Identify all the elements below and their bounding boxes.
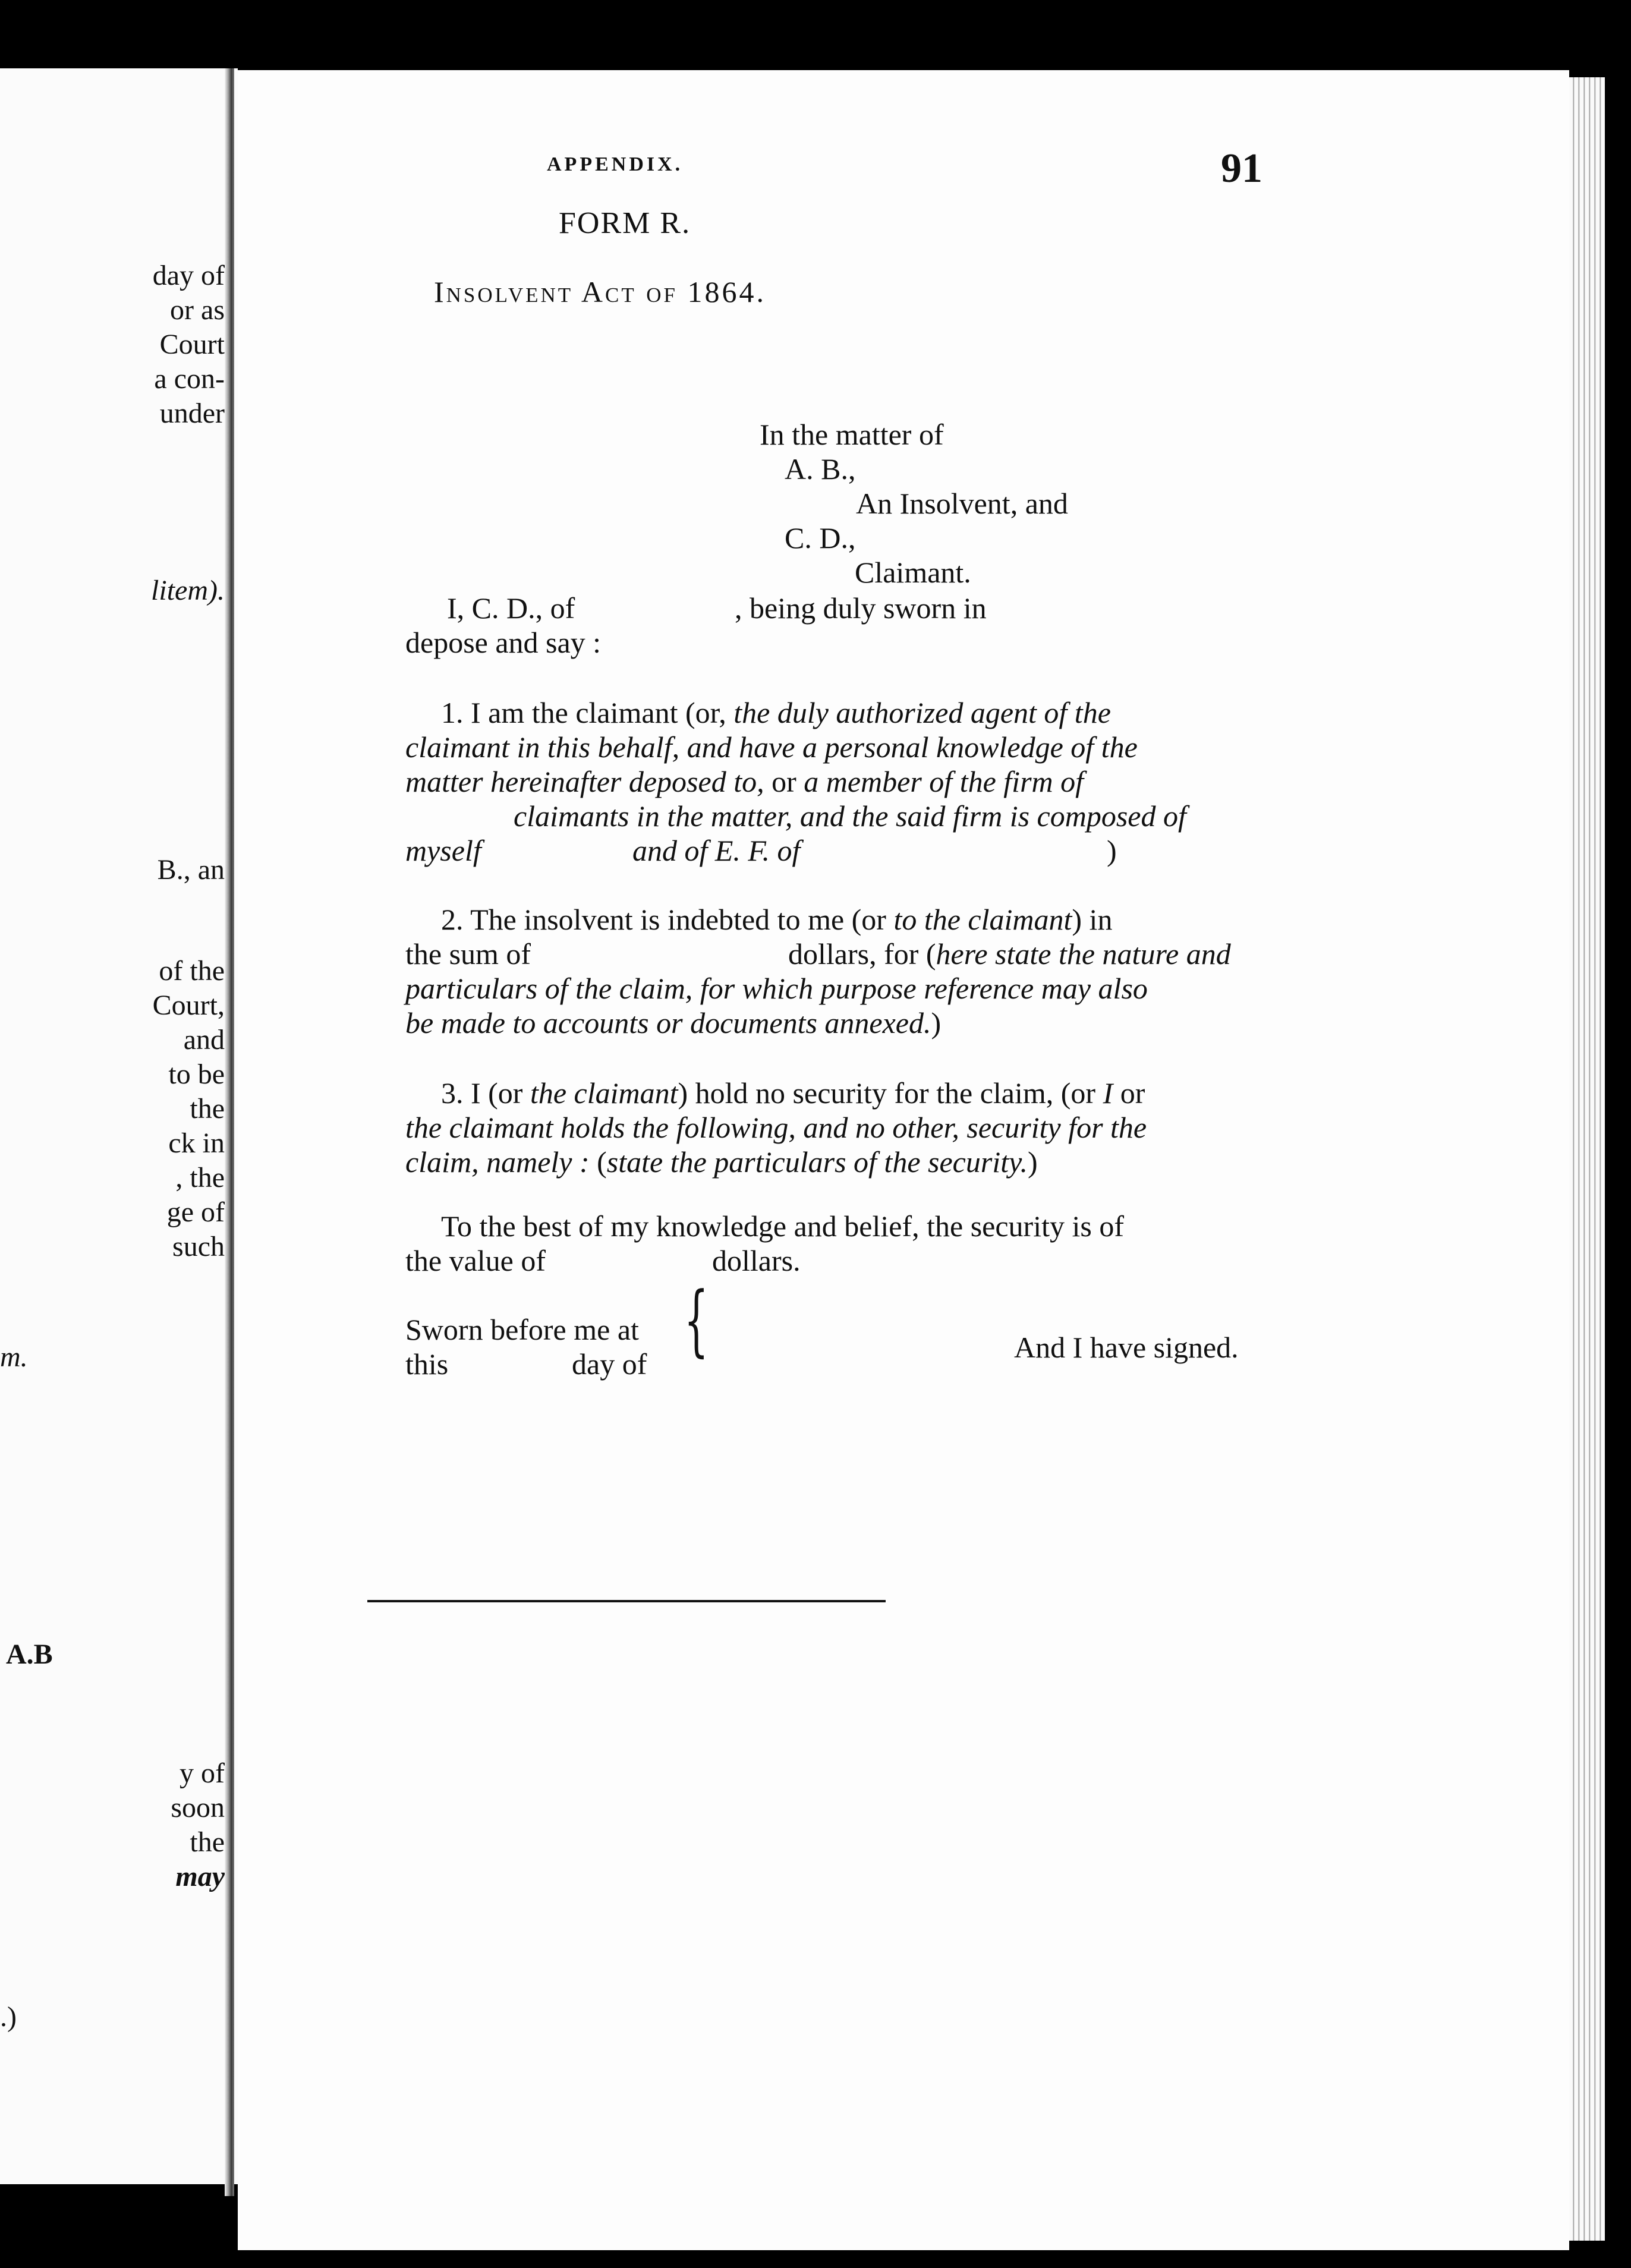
book-gutter: [225, 68, 234, 2196]
para4-line: dollars.: [712, 1244, 801, 1277]
left-page-line: m.: [0, 1341, 28, 1373]
matter-line: A. B.,: [785, 452, 856, 486]
left-page-line: such: [172, 1231, 225, 1262]
left-page-line: or as: [170, 294, 225, 326]
jurat-line: Sworn before me at: [405, 1313, 639, 1346]
jurat-line: this: [405, 1347, 449, 1381]
page-number: 91: [1221, 146, 1262, 191]
left-page-line: under: [159, 398, 225, 429]
left-page-line: may: [175, 1861, 225, 1892]
para1-line: myself: [405, 834, 481, 867]
left-page-line: day of: [152, 260, 225, 291]
left-page-line: the: [190, 1826, 225, 1858]
form-title: FORM R.: [559, 206, 691, 240]
left-page-line: ge of: [166, 1196, 225, 1228]
left-page-line: ck in: [168, 1127, 225, 1159]
para1-line: and of E. F. of: [632, 834, 801, 867]
matter-line: In the matter of: [760, 418, 944, 451]
left-page-line: of the: [159, 955, 225, 987]
para2-line: be made to accounts or documents annexed.): [405, 1006, 942, 1040]
running-head: APPENDIX.: [547, 153, 684, 175]
left-page-line: the: [190, 1093, 225, 1124]
oath-line: I, C. D., of: [447, 591, 575, 625]
para3-line: claim, namely : (state the particulars of the security.): [405, 1145, 1038, 1179]
para3-line: 3. I (or the claimant) hold no security for the claim, (or I or: [441, 1076, 1145, 1110]
closing-rule: [367, 1600, 886, 1602]
matter-line: An Insolvent, and: [856, 487, 1068, 520]
para2-line: 2. The insolvent is indebted to me (or to the claimant) in: [441, 903, 1113, 936]
oath-line: depose and say :: [405, 626, 602, 659]
left-page-line: .): [0, 2001, 17, 2033]
left-page-line: litem).: [151, 575, 225, 606]
para2-line: the sum of: [405, 937, 531, 971]
left-page-line: , the: [175, 1162, 225, 1193]
para1-line: ): [1107, 834, 1117, 867]
page-edges: [1569, 77, 1605, 2241]
para3-line: the claimant holds the following, and no other, security for the: [405, 1111, 1147, 1144]
left-page-line: to be: [168, 1059, 225, 1090]
jurat-line: day of: [572, 1347, 647, 1381]
act-title: Insolvent Act of 1864.: [434, 275, 766, 308]
left-page-line: Court,: [152, 990, 225, 1021]
para1-line: claimant in this behalf, and have a personal knowledge of the: [405, 730, 1138, 764]
para1-line: claimants in the matter, and the said firm is composed of: [514, 799, 1186, 833]
oath-line: , being duly sworn in: [735, 591, 987, 625]
left-page-line: and: [183, 1024, 225, 1056]
left-page-line: y of: [180, 1757, 225, 1789]
para4-line: To the best of my knowledge and belief, the security is of: [441, 1209, 1124, 1243]
left-page-line: a con-: [154, 363, 225, 395]
para4-line: the value of: [405, 1244, 546, 1277]
matter-line: Claimant.: [855, 556, 971, 589]
matter-line: C. D.,: [785, 521, 856, 555]
para2-line: particulars of the claim, for which purpose reference may also: [405, 972, 1148, 1005]
left-page-line: B., an: [157, 854, 225, 886]
para1-line: 1. I am the claimant (or, the duly authorized agent of the: [441, 696, 1111, 729]
left-facing-page: [0, 68, 238, 2184]
jurat-signed: And I have signed.: [1014, 1331, 1239, 1364]
jurat-brace: {: [684, 1275, 709, 1365]
left-page-line: A.B: [6, 1639, 53, 1670]
left-page-line: Court: [159, 329, 225, 360]
para2-line: dollars, for (here state the nature and: [788, 937, 1231, 971]
para1-line: matter hereinafter deposed to, or a member of the firm of: [405, 765, 1084, 798]
left-page-line: soon: [171, 1792, 225, 1823]
